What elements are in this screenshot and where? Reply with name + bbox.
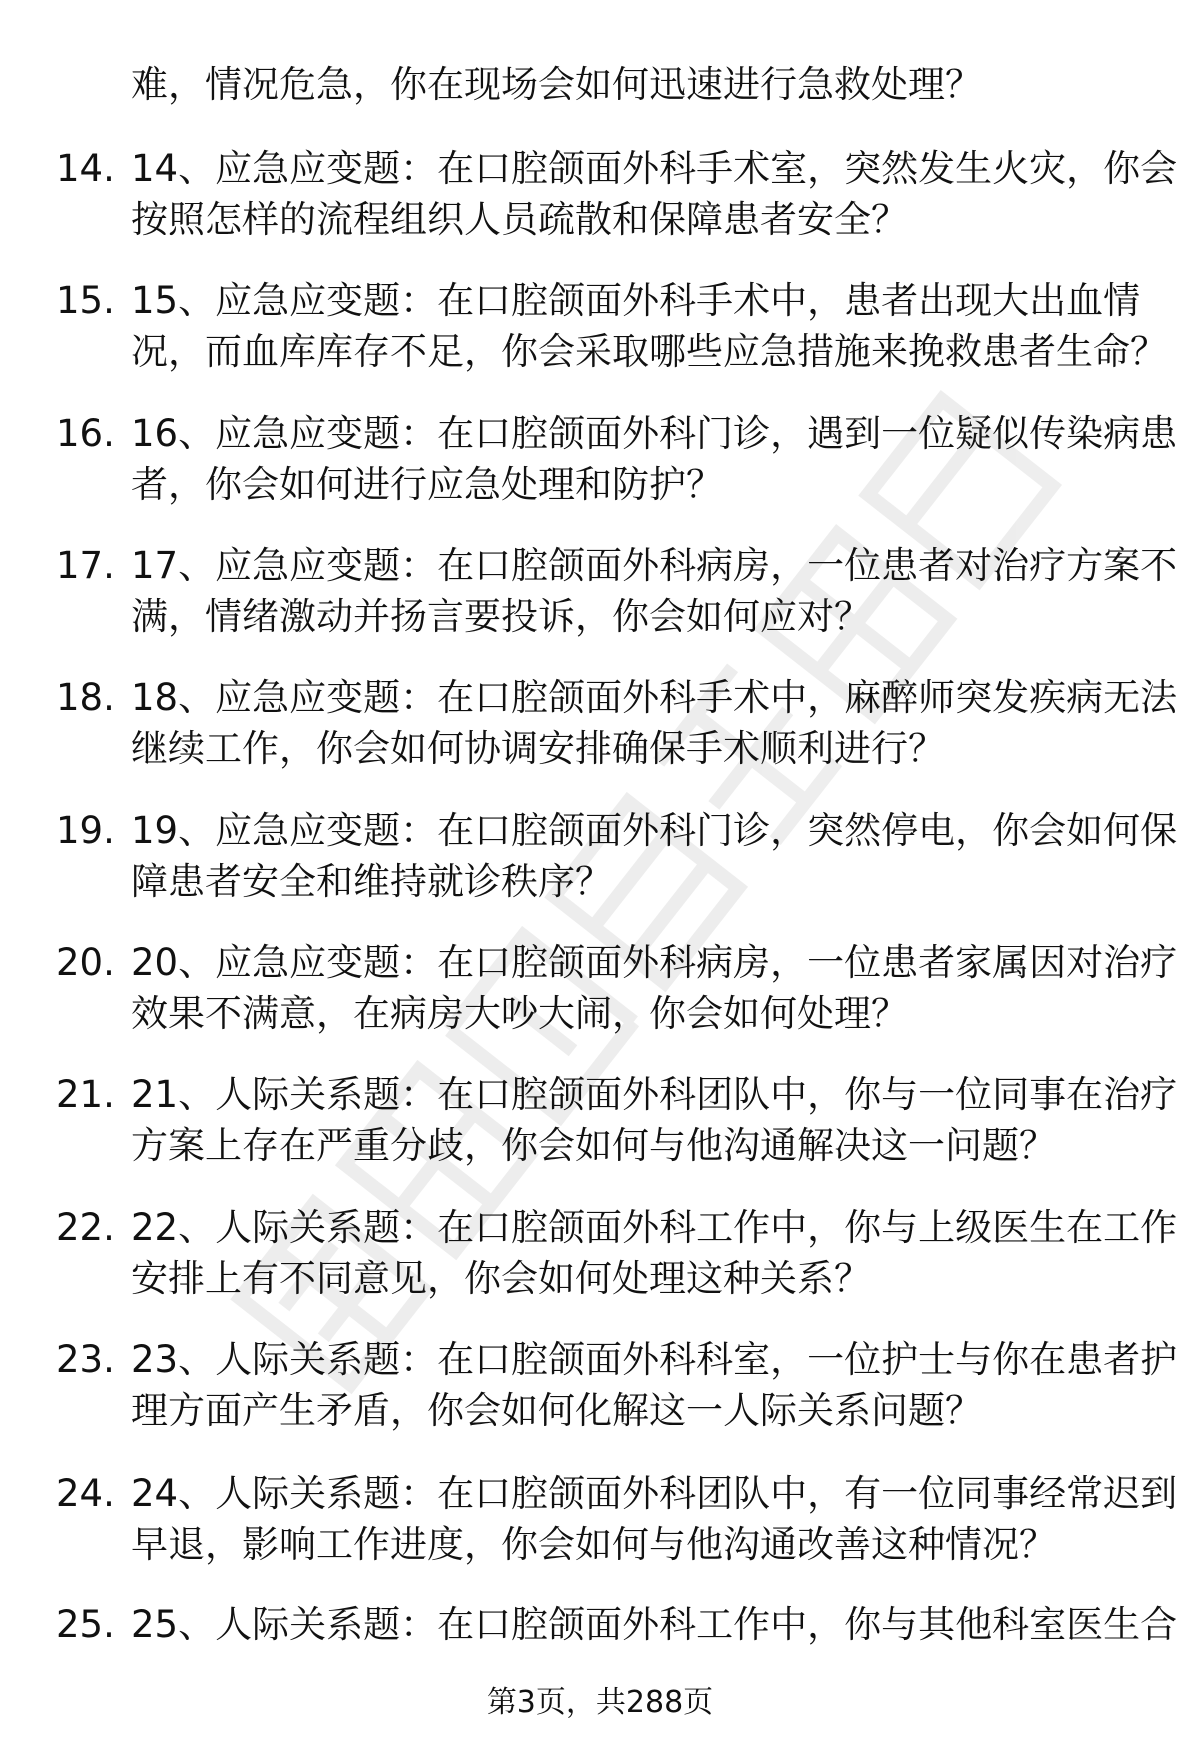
item-text-line: 18、应急应变题：在口腔颌面外科手术中，麻醉师突发疾病无法	[131, 676, 1178, 719]
item-marker: 24.	[56, 1472, 115, 1515]
item-text-line: 24、人际关系题：在口腔颌面外科团队中，有一位同事经常迟到	[131, 1472, 1178, 1515]
item-text-line: 效果不满意，在病房大吵大闹，你会如何处理？	[131, 992, 908, 1035]
item-marker: 25.	[56, 1603, 115, 1646]
item-text-line: 继续工作，你会如何协调安排确保手术顺利进行？	[131, 727, 945, 770]
item-text-line: 19、应急应变题：在口腔颌面外科门诊，突然停电，你会如何保	[131, 809, 1178, 852]
continuation-line: 难，情况危急，你在现场会如何迅速进行急救处理？	[131, 63, 982, 106]
item-text-line: 20、应急应变题：在口腔颌面外科病房，一位患者家属因对治疗	[131, 941, 1178, 984]
item-text-line: 15、应急应变题：在口腔颌面外科手术中，患者出现大出血情	[131, 279, 1141, 322]
item-text-line: 14、应急应变题：在口腔颌面外科手术室，突然发生火灾，你会	[131, 147, 1178, 190]
item-marker: 15.	[56, 279, 115, 322]
item-marker: 18.	[56, 676, 115, 719]
item-text-line: 17、应急应变题：在口腔颌面外科病房，一位患者对治疗方案不	[131, 544, 1178, 587]
item-marker: 23.	[56, 1338, 115, 1381]
item-text-line: 障患者安全和维持就诊秩序？	[131, 860, 612, 903]
item-marker: 20.	[56, 941, 115, 984]
item-text-line: 早退，影响工作进度，你会如何与他沟通改善这种情况？	[131, 1523, 1056, 1566]
page-number-footer: 第3页，共288页	[486, 1685, 714, 1720]
item-text-line: 方案上存在严重分歧，你会如何与他沟通解决这一问题？	[131, 1124, 1056, 1167]
item-marker: 16.	[56, 412, 115, 455]
item-marker: 21.	[56, 1073, 115, 1116]
item-text-line: 况，而血库库存不足，你会采取哪些应急措施来挽救患者生命？	[131, 330, 1167, 373]
item-text-line: 16、应急应变题：在口腔颌面外科门诊，遇到一位疑似传染病患	[131, 412, 1178, 455]
item-text-line: 23、人际关系题：在口腔颌面外科科室，一位护士与你在患者护	[131, 1338, 1178, 1381]
item-text-line: 25、人际关系题：在口腔颌面外科工作中，你与其他科室医生合	[131, 1603, 1178, 1646]
item-text-line: 21、人际关系题：在口腔颌面外科团队中，你与一位同事在治疗	[131, 1073, 1178, 1116]
item-marker: 14.	[56, 147, 115, 190]
item-text-line: 理方面产生矛盾，你会如何化解这一人际关系问题？	[131, 1389, 982, 1432]
item-text-line: 者，你会如何进行应急处理和防护？	[131, 463, 723, 506]
item-marker: 22.	[56, 1206, 115, 1249]
item-text-line: 22、人际关系题：在口腔颌面外科工作中，你与上级医生在工作	[131, 1206, 1178, 1249]
item-text-line: 满，情绪激动并扬言要投诉，你会如何应对？	[131, 595, 871, 638]
item-text-line: 安排上有不同意见，你会如何处理这种关系？	[131, 1257, 871, 1300]
item-text-line: 按照怎样的流程组织人员疏散和保障患者安全？	[131, 198, 908, 241]
item-marker: 19.	[56, 809, 115, 852]
item-marker: 17.	[56, 544, 115, 587]
